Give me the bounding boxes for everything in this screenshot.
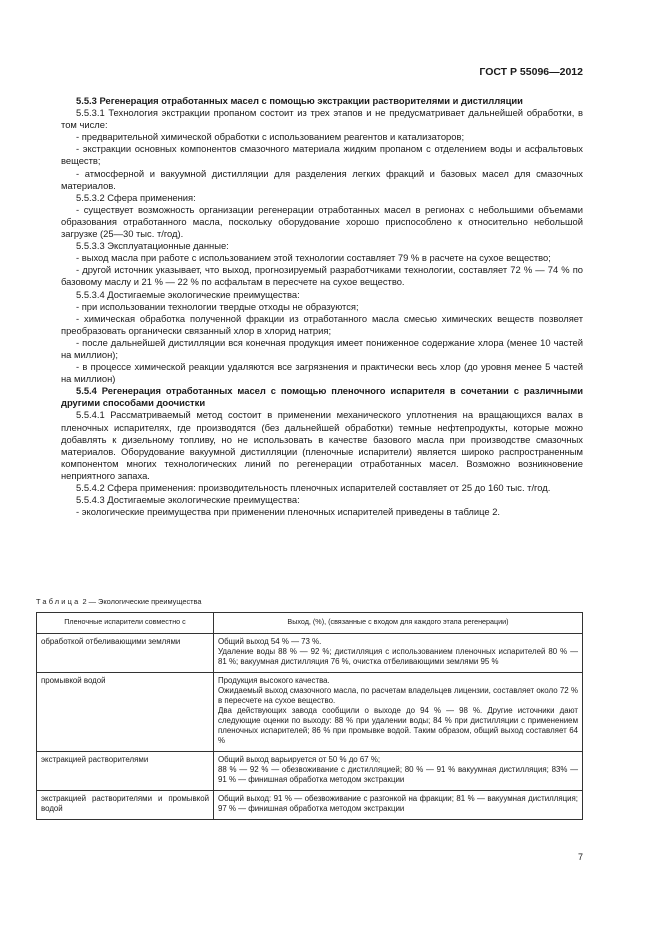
- paragraph: 5.5.3.3 Эксплуатационные данные:: [76, 240, 229, 252]
- list-item: - химическая обработка полученной фракции из отработанного масла смесью химических веществ позволяет преобразовать органически связанный хлор в хлорид натрия;: [61, 312, 583, 336]
- paragraph: 5.5.3.2 Сфера применения:: [76, 191, 196, 203]
- body-text: [61, 95, 583, 518]
- benefits-table: [36, 612, 583, 820]
- list-item: - другой источник указывает, что выход, прогнозируемый разработчиками технологии, составляет 72 % — 74 % по базовому маслу и 21 % — 22 % по асфальтам в пересчете на сухое вещество.: [61, 264, 583, 288]
- yield-line: Общий выход варьируется от 50 % до 67 %;: [218, 755, 381, 764]
- paragraph: 5.5.3.1 Технология экстракции пропаном состоит из трех этапов и не предусматривает дальнейшей обработки, в том числе:: [61, 107, 583, 131]
- column-header-method: Пленочные испарители совместно с: [37, 613, 214, 634]
- yield-cell: [214, 752, 583, 791]
- list-item: - существует возможность организации регенерации отработанных масел в регионах с небольшими объемами образования отработанного масла, поскольку оборудование хорошо приспособлено к относительно небольшой загрузке (25—30 тыс. т/год).: [61, 203, 583, 240]
- paragraph: 5.5.4.1 Рассматриваемый метод состоит в применении механического уплотнения на вращающихся валах в пленочных испарителях, где производятся (без дальнейшей обработки) темные нефтепродукты, которые можно добавлять к дизельному топливу, но не использовать в качестве базового масла при производстве смазочных материалов. Оборудование вакуумной дистилляции (пленочные испарители) является широко распространенным компонентом многих технологических линий по регенерации отработанных масел. Возможно возникновение неприятного запаха.: [61, 409, 583, 481]
- yield-line: Ожидаемый выход смазочного масла, по расчетам владельцев лицензии, составляет около 72 % в пересчете на сухое вещество.: [218, 686, 578, 705]
- yield-line: 88 % — 92 % — обезвоживание с дистилляцией; 80 % — 91 % вакуумная дистилляция; 83% — 91 % — финишная обработка методом экстракции: [218, 765, 578, 784]
- table-caption-word: Таблица: [36, 597, 81, 606]
- page-number: 7: [577, 852, 583, 862]
- method-cell: экстракцией растворителями и промывкой водой: [37, 791, 214, 820]
- table-header-row: [37, 613, 583, 634]
- method-cell: обработкой отбеливающими землями: [37, 634, 214, 673]
- list-item: - экологические преимущества при применении пленочных испарителей приведены в таблице 2.: [76, 506, 501, 518]
- table-row: [37, 634, 583, 673]
- section-heading: 5.5.3 Регенерация отработанных масел с помощью экстракции растворителями и дистилляции: [76, 95, 523, 106]
- list-item: - после дальнейшей дистилляции вся конечная продукция имеет пониженное содержание хлора (менее 10 частей на миллион);: [61, 336, 583, 360]
- yield-line: Общий выход: 91 % — обезвоживание с разгонкой на фракции; 81 % — вакуумная дистилляция; 97 % — финишная обработка методом экстракции: [218, 794, 578, 813]
- paragraph: 5.5.3.4 Достигаемые экологические преимущества:: [76, 288, 300, 300]
- table-row: [37, 752, 583, 791]
- yield-line: Продукция высокого качества.: [218, 676, 330, 685]
- table-row: [37, 673, 583, 752]
- list-item: - атмосферной и вакуумной дистилляции для разделения легких фракций и базовых масел для смазочных материалов.: [61, 167, 583, 191]
- method-cell: промывкой водой: [37, 673, 214, 752]
- section-heading: 5.5.4 Регенерация отработанных масел с помощью пленочного испарителя в сочетании с различными другими способами доочистки: [61, 385, 583, 409]
- list-item: - выход масла при работе с использованием этой технологии составляет 79 % в расчете на сухое вещество;: [76, 252, 551, 264]
- yield-line: Два действующих завода сообщили о выходе до 94 % — 98 %. Другие источники дают следующие оценки по выходу: 88 % при удалении воды; 84 % при дистилляции с применением пленочных испарителей; 86 % при промывке водой. Таким образом, общий выход составляет 64 %: [218, 706, 578, 745]
- method-cell: экстракцией растворителями: [37, 752, 214, 791]
- paragraph: 5.5.4.2 Сфера применения: производительность пленочных испарителей составляет от 25 до 160 тыс. т/год.: [76, 482, 551, 493]
- yield-line: Удаление воды 88 % — 92 %; дистилляция с использованием пленочных испарителей 80 % — 81 %; вакуумная дистилляция 76 %, очистка отбеливающими землями 95 %: [218, 647, 578, 666]
- document-header: ГОСТ Р 55096—2012: [479, 66, 583, 78]
- yield-cell: [214, 673, 583, 752]
- yield-cell: [214, 791, 583, 820]
- paragraph: 5.5.4.3 Достигаемые экологические преимущества:: [76, 494, 300, 506]
- table-caption: [36, 597, 202, 606]
- yield-line: Общий выход 54 % — 73 %.: [218, 637, 322, 646]
- list-item: - экстракции основных компонентов смазочного материала жидким пропаном с отделением воды и асфальтовых веществ;: [61, 143, 583, 167]
- list-item: - в процессе химической реакции удаляются все загрязнения и практически весь хлор (до уровня менее 5 частей на миллион): [61, 361, 583, 385]
- yield-cell: [214, 634, 583, 673]
- table-caption-title: 2 — Экологические преимущества: [80, 597, 202, 606]
- column-header-yield: Выход, (%), (связанные с входом для каждого этапа регенерации): [214, 613, 583, 634]
- list-item: - при использовании технологии твердые отходы не образуются;: [76, 300, 359, 312]
- table-row: [37, 791, 583, 820]
- list-item: - предварительной химической обработки с использованием реагентов и катализаторов;: [76, 131, 465, 143]
